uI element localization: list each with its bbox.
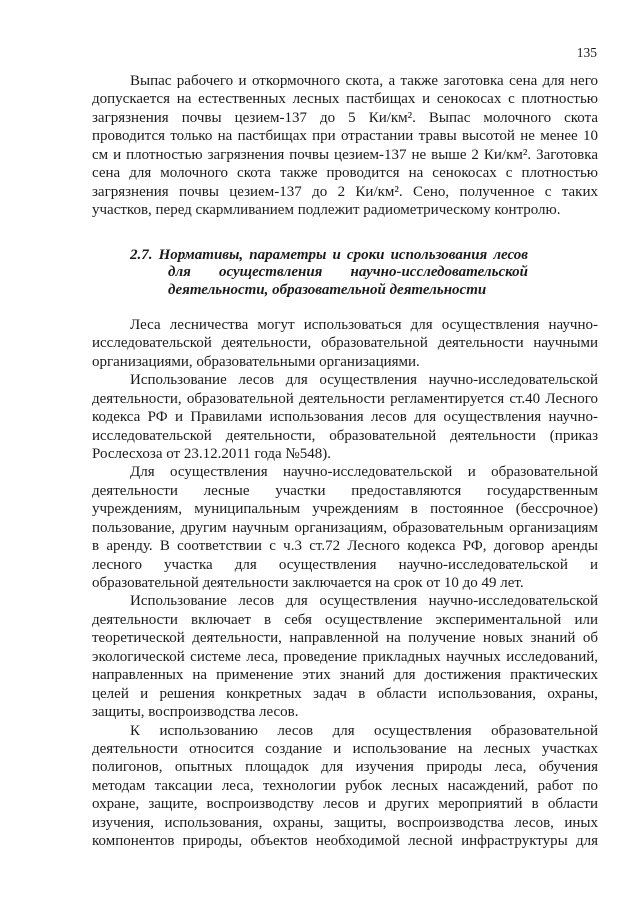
paragraph	[92, 592, 598, 721]
text-line: деятельности, образовательной деятельности регламентируется ст.40 Лесного	[92, 390, 598, 407]
text-line: см и плотностью загрязнения почвы цезием-137 не выше 2 Ки/км². Заготовка	[92, 146, 598, 163]
text-line: Рослесхоза от 23.12.2011 года №548).	[92, 445, 331, 462]
text-line: исследовательской деятельности, образовательной деятельности научными	[92, 335, 598, 352]
paragraph	[92, 316, 598, 371]
text-line: целей и решения конкретных задач в области использования, охраны,	[92, 685, 598, 702]
text-line: лесного участка для осуществления научно-исследовательской и	[92, 556, 598, 573]
text-line: полигонов, опытных площадок для изучения природы леса, обучения	[92, 759, 598, 776]
page-number: 135	[576, 45, 597, 60]
text-line: Для осуществления научно-исследовательской и образовательной	[130, 464, 598, 481]
heading-line: 2.7. Нормативы, параметры и сроки использования лесов	[130, 246, 528, 263]
text-line: Использование лесов для осуществления научно-исследовательской	[130, 372, 598, 389]
text-line: теоретической деятельности, направленной на получение новых знаний об	[92, 630, 598, 647]
heading-line: для осуществления научно-исследовательской	[168, 264, 528, 281]
text-line: Леса лесничества могут использоваться для осуществления научно-	[130, 316, 598, 333]
text-line: пользование, другим научным организациям, образовательным организациям	[92, 519, 598, 536]
text-line: деятельности включает в себя осуществление экспериментальной или	[92, 611, 598, 628]
paragraph	[92, 722, 598, 851]
text-line: исследовательской деятельности, образовательной деятельности (приказ	[92, 427, 598, 444]
text-line: деятельности лесные участки предоставляются государственным	[92, 482, 598, 499]
paragraph	[92, 463, 598, 592]
heading-line: деятельности, образовательной деятельности	[168, 282, 487, 299]
text-line: загрязнения почвы цезием-137 до 5 Ки/км². Выпас молочного скота	[92, 109, 598, 126]
text-line: К использованию лесов для осуществления образовательной	[130, 722, 598, 739]
text-line: загрязнения почвы цезием-137 до 2 Ки/км². Сено, полученное с таких	[92, 183, 598, 200]
paragraph	[92, 371, 598, 463]
text-line: экологической системе леса, проведение прикладных научных исследований,	[92, 648, 598, 665]
text-line: изучения, использования, охраны, защиты, воспроизводства лесов, иных	[92, 814, 598, 831]
text-line: допускается на естественных лесных пастбищах и сенокосах с плотностью	[92, 91, 598, 108]
text-line: в аренду. В соответствии с ч.3 ст.72 Лесного кодекса РФ, договор аренды	[92, 538, 598, 555]
paragraph-grazing	[92, 72, 598, 220]
text-line: Использование лесов для осуществления научно-исследовательской	[130, 593, 598, 610]
text-line: участков, перед скармливанием подлежит радиометрическому контролю.	[92, 202, 561, 219]
text-line: образовательной деятельности заключается на срок от 10 до 49 лет.	[92, 575, 524, 592]
text-line: организациями, образовательными организациями.	[92, 353, 420, 370]
text-line: сена для молочного скота также проводится на сенокосах с плотностью	[92, 165, 598, 182]
text-line: защиты, воспроизводства лесов.	[92, 704, 299, 721]
text-line: кодекса РФ и Правилами использования лесов для осуществления научно-	[92, 409, 598, 426]
text-line: компонентов природы, объектов необходимой лесной инфраструктуры для	[92, 833, 598, 850]
text-line: методам таксации леса, технологии рубок лесных насаждений, работ по	[92, 777, 598, 794]
text-line: проводится только на пастбищах при отрастании травы высотой не менее 10	[92, 128, 598, 145]
text-line: деятельности относится создание и использование на лесных участках	[92, 740, 598, 757]
text-line: направленных на применение этих знаний для достижения практических	[92, 667, 598, 684]
text-line: учреждениям, муниципальным учреждениям в постоянное (бессрочное)	[92, 501, 598, 518]
text-line: охране, защите, воспроизводству лесов и других мероприятий в области	[92, 796, 598, 813]
text-column	[92, 72, 598, 851]
section-heading	[130, 247, 528, 300]
text-line: Выпас рабочего и откормочного скота, а также заготовка сена для него	[130, 73, 598, 89]
